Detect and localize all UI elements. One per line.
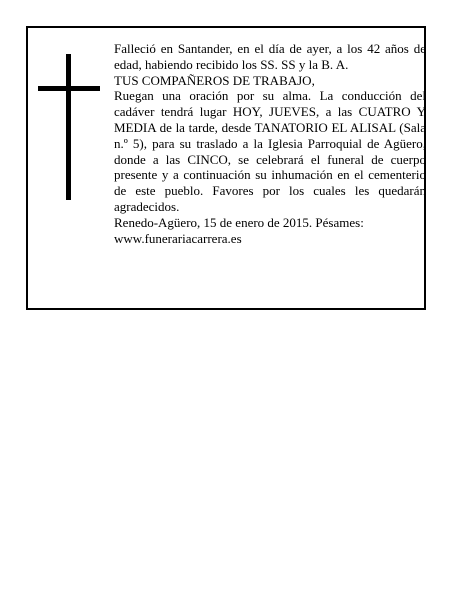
latin-cross-icon [38,54,100,200]
cross-vertical-bar [66,54,71,200]
funeral-home-website: www.funerariacarrera.es [114,230,242,246]
cross-horizontal-bar [38,86,100,91]
obituary-notice [26,26,426,310]
funeral-details: Ruegan una oración por su alma. La conducción del cadáver tendrá lugar HOY, JUEVES, a las CUATRO Y MEDIA de la tarde, desde TANATORIO EL ALISAL (Sala n.º 5), para su traslado a la Iglesia Parroquial de Agüero, donde a las CINCO, se celebrará el funeral de cuerpo presente y a continuación su inhumación en el cementerio de este pueblo. Favores por los cuales les quedarán agradecidos. [114,88,426,214]
notice-text [114,41,426,246]
death-announcement: Falleció en Santander, en el día de ayer, a los 42 años de edad, habiendo recibido los SS. SS y la B. A. [114,41,426,72]
place-and-date: Renedo-Agüero, 15 de enero de 2015. Pésames: [114,214,364,230]
mourners-line: TUS COMPAÑEROS DE TRABAJO, [114,72,315,88]
